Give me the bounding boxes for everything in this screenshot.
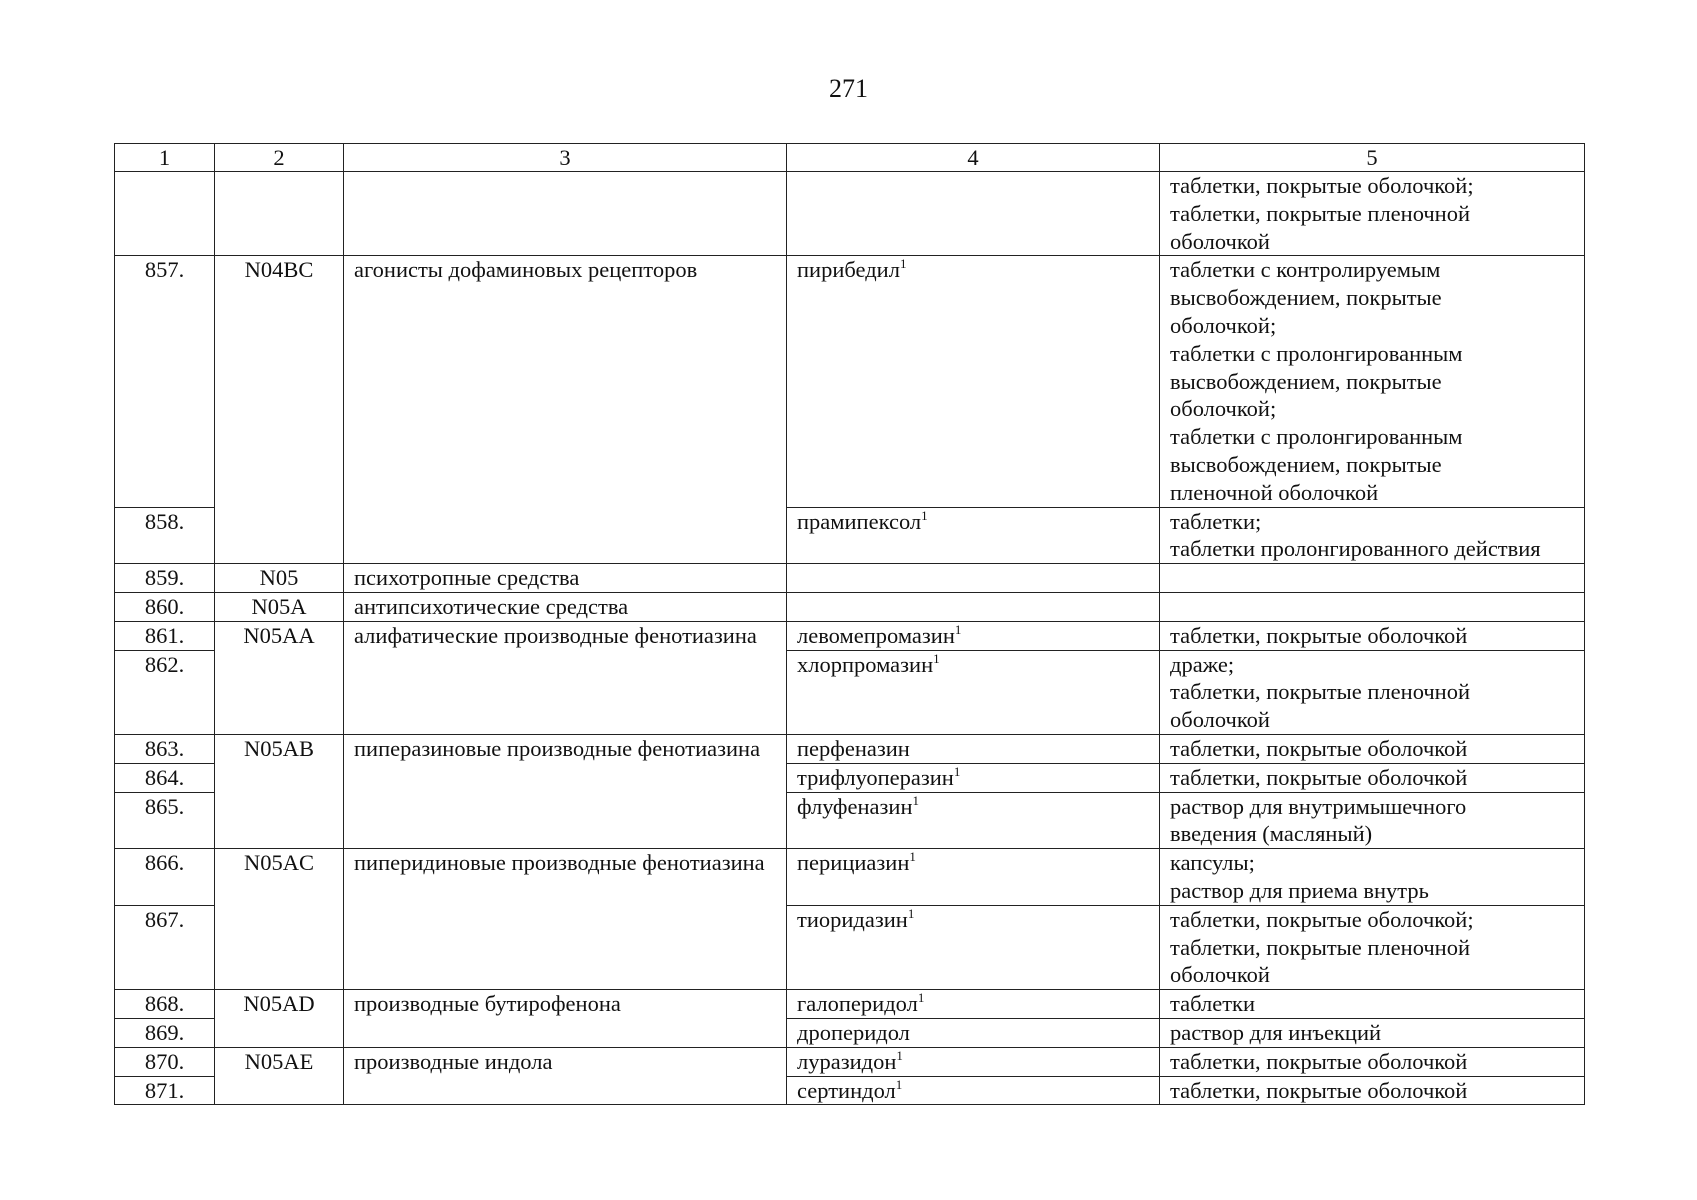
drug-name-cell [787,172,1160,256]
dosage-form-line: таблетки, покрытые оболочкой [1170,764,1468,790]
row-number: 861. [115,621,215,650]
row-number: 867. [115,905,215,989]
drug-name: перициазин [797,850,910,876]
row-number: 869. [115,1018,215,1047]
dosage-form-line: таблетки, покрытые оболочкой [1170,735,1468,761]
drug-name: луразидон [797,1048,897,1074]
dosage-form-line: оболочкой; [1170,396,1277,422]
drug-name-cell [787,564,1160,593]
footnote-marker: 1 [921,507,928,523]
drug-name-cell [787,1018,1160,1047]
row-number: 870. [115,1047,215,1076]
table-row [115,734,1585,763]
pharmacological-group: агонисты дофаминовых рецепторов [344,256,787,564]
drug-name: трифлуоперазин [797,764,954,790]
dosage-form-line: таблетки, покрытые пленочной [1170,679,1471,705]
page-number: 271 [829,74,868,103]
row-number: 864. [115,763,215,792]
drug-name-cell [787,905,1160,989]
row-number: 860. [115,592,215,621]
atc-code: N05A [215,592,344,621]
drug-name: перфеназин [797,735,910,761]
dosage-form-line: драже; [1170,651,1235,677]
dosage-form-line: оболочкой; [1170,312,1277,338]
pharmacological-group: алифатические производные фенотиазина [344,621,787,734]
dosage-forms [1160,849,1585,906]
table-body [115,172,1585,1105]
dosage-forms [1160,1076,1585,1105]
header-col-1: 1 [115,144,215,172]
drug-name: пирибедил [797,257,900,283]
footnote-marker: 1 [896,1047,903,1063]
pharmacological-group: производные индола [344,1047,787,1105]
dosage-form-line: высвобождением, покрытые [1170,285,1442,311]
pharmacological-group: антипсихотические средства [344,592,787,621]
header-row [115,144,1585,172]
drug-name: хлорпромазин [797,651,934,677]
dosage-form-line: высвобождением, покрытые [1170,451,1442,477]
dosage-form-line: раствор для внутримышечного [1170,793,1467,819]
pharmacological-group: пиперазиновые производные фенотиазина [344,734,787,848]
drug-table [114,143,1585,1105]
row-number: 857. [115,256,215,507]
row-number: 866. [115,849,215,906]
pharmacological-group: психотропные средства [344,564,787,593]
footnote-marker: 1 [953,763,961,779]
drug-name: тиоридазин [797,906,908,932]
table-row [115,564,1585,593]
table-row [115,256,1585,507]
row-number: 863. [115,734,215,763]
drug-name-cell [787,792,1160,849]
row-number: 859. [115,564,215,593]
pharmacological-group: производные бутирофенона [344,990,787,1048]
atc-code: N05AC [215,849,344,990]
dosage-form-line: капсулы; [1170,850,1255,876]
header-col-2: 2 [215,144,344,172]
header-col-5: 5 [1160,144,1585,172]
drug-name-cell [787,1047,1160,1076]
drug-name-cell [787,849,1160,906]
pharmacological-group: пиперидиновые производные фенотиазина [344,849,787,990]
dosage-form-line: таблетки с пролонгированным [1170,340,1463,366]
header-col-3: 3 [344,144,787,172]
table-row [115,172,1585,256]
drug-name-cell [787,592,1160,621]
atc-code: N05AE [215,1047,344,1105]
dosage-form-line: таблетки, покрытые пленочной [1170,200,1471,226]
table-row [115,1047,1585,1076]
dosage-form-line: таблетки с контролируемым [1170,257,1441,283]
drug-name-cell [787,256,1160,507]
dosage-form-line: таблетки, покрытые оболочкой; [1170,906,1474,932]
table-row [115,621,1585,650]
footnote-marker: 1 [917,990,925,1006]
footnote-marker: 1 [933,650,940,666]
dosage-form-line: таблетки, покрытые пленочной [1170,934,1471,960]
dosage-form-line: таблетки, покрытые оболочкой [1170,622,1468,648]
table-row [115,849,1585,906]
dosage-forms [1160,592,1585,621]
dosage-form-line: оболочкой [1170,962,1270,988]
table-row [115,592,1585,621]
drug-name-cell [787,734,1160,763]
dosage-form-line: оболочкой [1170,707,1270,733]
drug-name: дроперидол [797,1019,910,1045]
row-number: 862. [115,650,215,734]
dosage-forms [1160,792,1585,849]
drug-name: сертиндол [797,1077,896,1103]
footnote-marker: 1 [909,849,916,865]
atc-code: N05AD [215,990,344,1048]
drug-name-cell [787,621,1160,650]
dosage-form-line: таблетки пролонгированного действия [1170,536,1541,562]
dosage-form-line: раствор для приема внутрь [1170,877,1429,903]
dosage-form-line: введения (масляный) [1170,821,1373,847]
row-number: 865. [115,792,215,849]
atc-code: N05 [215,564,344,593]
dosage-forms [1160,1047,1585,1076]
footnote-marker: 1 [912,792,919,808]
dosage-forms [1160,990,1585,1019]
dosage-forms [1160,507,1585,564]
row-number [115,172,215,256]
dosage-form-line: таблетки, покрытые оболочкой [1170,1077,1468,1103]
dosage-forms [1160,734,1585,763]
drug-name-cell [787,1076,1160,1105]
atc-code: N05AA [215,621,344,734]
footnote-marker: 1 [954,621,962,637]
dosage-forms [1160,763,1585,792]
dosage-form-line: таблетки; [1170,508,1262,534]
dosage-forms [1160,905,1585,989]
row-number: 871. [115,1076,215,1105]
footnote-marker: 1 [907,905,915,921]
atc-code [215,172,344,256]
header-col-4: 4 [787,144,1160,172]
drug-name: флуфеназин [797,793,913,819]
dosage-forms [1160,256,1585,507]
pharmacological-group [344,172,787,256]
row-number: 858. [115,507,215,564]
drug-name: левомепромазин [797,622,955,648]
dosage-forms [1160,564,1585,593]
dosage-forms [1160,1018,1585,1047]
atc-code: N05AB [215,734,344,848]
row-number: 868. [115,990,215,1019]
dosage-form-line: таблетки [1170,991,1256,1017]
drug-name-cell [787,650,1160,734]
dosage-forms [1160,621,1585,650]
drug-name: прамипексол [797,508,922,534]
dosage-form-line: пленочной оболочкой [1170,479,1379,505]
atc-code: N04BC [215,256,344,564]
drug-name-cell [787,763,1160,792]
drug-name-cell [787,507,1160,564]
table-row [115,990,1585,1019]
footnote-marker: 1 [899,256,907,272]
footnote-marker: 1 [895,1076,903,1092]
dosage-form-line: раствор для инъекций [1170,1019,1382,1045]
dosage-form-line: таблетки, покрытые оболочкой [1170,1048,1468,1074]
drug-name-cell [787,990,1160,1019]
dosage-forms [1160,650,1585,734]
drug-name: галоперидол [797,991,918,1017]
dosage-forms [1160,172,1585,256]
dosage-form-line: таблетки, покрытые оболочкой; [1170,173,1474,198]
dosage-form-line: высвобождением, покрытые [1170,368,1442,394]
dosage-form-line: таблетки с пролонгированным [1170,424,1463,450]
dosage-form-line: оболочкой [1170,228,1270,254]
